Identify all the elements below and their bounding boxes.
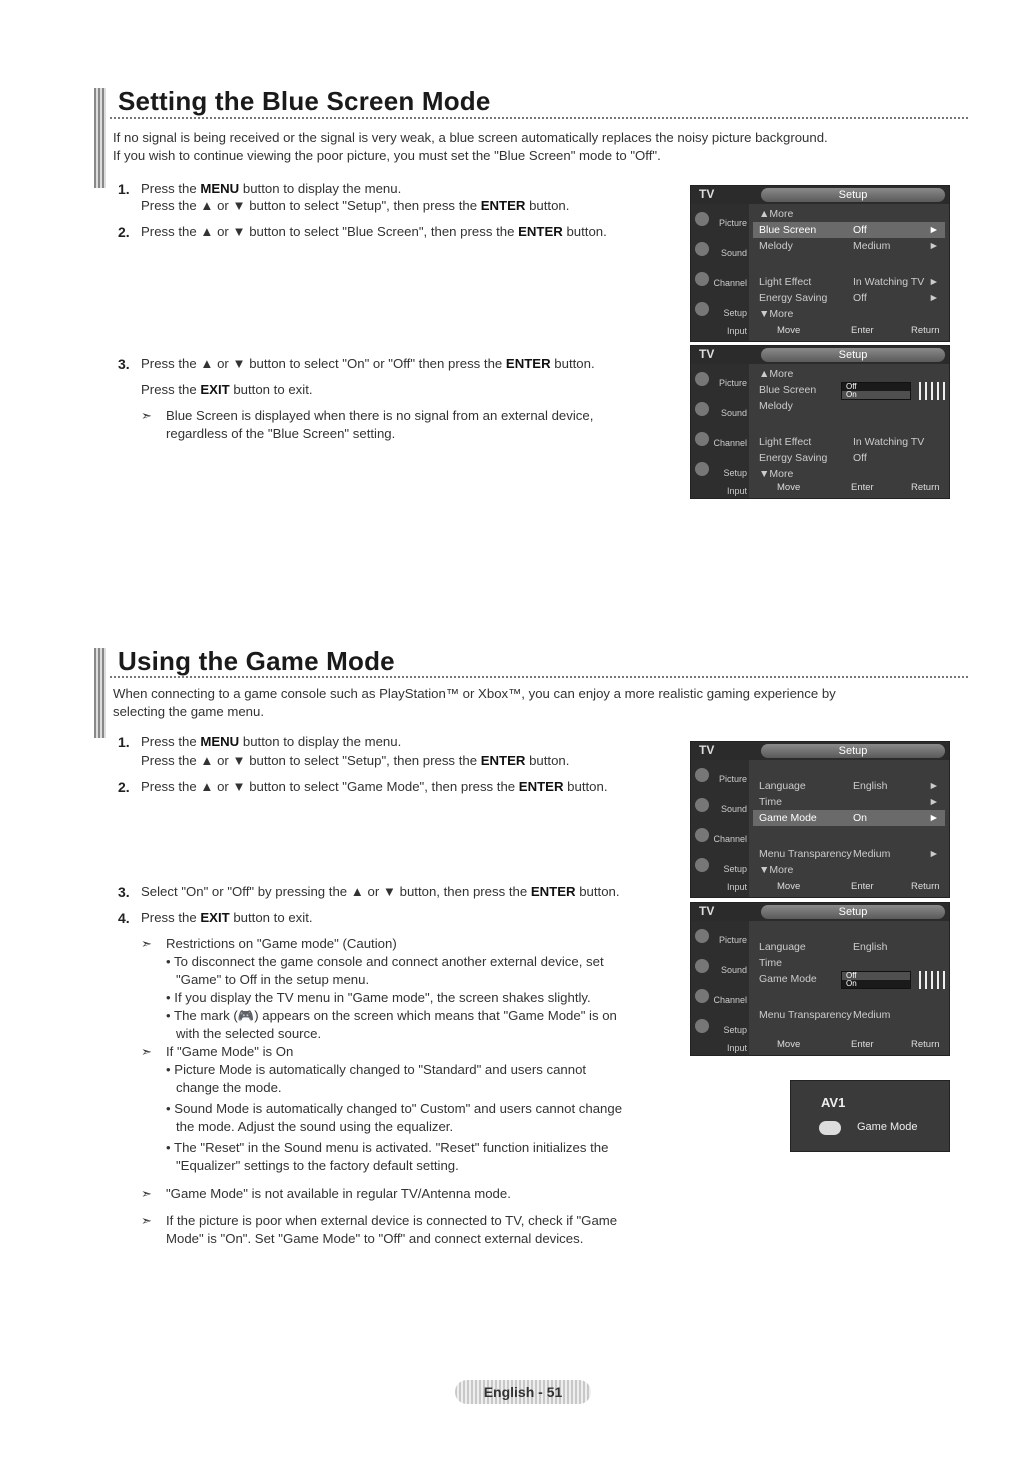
- note-arrow-icon: ➣: [141, 936, 153, 951]
- note-bullet: • The mark (🎮) appears on the screen which means that "Game Mode" is on: [166, 1008, 617, 1023]
- title-rule: [110, 676, 968, 678]
- section-marker: [94, 648, 106, 738]
- stripes: [919, 382, 949, 400]
- section-title-game-mode: Using the Game Mode: [118, 646, 395, 676]
- note-bullet-cont: the mode. Adjust the sound using the equalizer.: [176, 1119, 454, 1134]
- note-bullet: • Sound Mode is automatically changed to" Custom" and users cannot change: [166, 1101, 623, 1116]
- note-arrow-icon: ➣: [141, 1213, 153, 1228]
- note-arrow-icon: ➣: [141, 1186, 153, 1201]
- title-rule: [110, 117, 968, 119]
- osd-setup-game-mode-popup: TV Setup Picture Sound Channel Setup Input Language English Time Game Mode Menu Transparency Medium Off On Move Enter Return: [690, 902, 950, 1056]
- osd-setup-game-mode: TV Setup Picture Sound Channel Setup Input Language English ► Time ► Game Mode On ► Menu Transparency Medium ► ▼More Move Enter Return: [690, 741, 950, 898]
- note-bullet: • The "Reset" in the Sound menu is activated. "Reset" function initializes the: [166, 1140, 609, 1155]
- note-arrow-icon: ➣: [141, 408, 153, 423]
- osd-setup-blue-screen: TV Setup Picture Sound Channel Setup Input ▲More Blue Screen Off ► Melody Medium ► Light Effect In Watching TV ► Energy Saving Off ► ▼More Move Enter Return: [690, 185, 950, 342]
- gamepad-icon: [819, 1121, 841, 1135]
- av1-game-mode-indicator: AV1 Game Mode: [790, 1080, 950, 1152]
- stripes: [919, 971, 949, 989]
- osd-setup-blue-screen-popup: TV Setup Picture Sound Channel Setup Input ▲More Blue Screen Melody Light Effect In Watching TV Energy Saving Off ▼More Off On Move Enter Return: [690, 345, 950, 499]
- note-bullet: • To disconnect the game console and connect another external device, set: [166, 954, 604, 969]
- note-bullet: • If you display the TV menu in "Game mode", the screen shakes slightly.: [166, 990, 591, 1005]
- note-bullet-cont: change the mode.: [176, 1080, 282, 1095]
- option-popup: Off On: [841, 971, 911, 989]
- note-arrow-icon: ➣: [141, 1044, 153, 1059]
- note-bullet-cont: "Equalizer" settings to the factory default setting.: [176, 1158, 459, 1173]
- note-bullet-cont: "Game" to Off in the setup menu.: [176, 972, 370, 987]
- note-bullet: • Picture Mode is automatically changed to "Standard" and users cannot: [166, 1062, 587, 1077]
- section-marker: [94, 88, 106, 188]
- intro-text: If no signal is being received or the signal is very weak, a blue screen automatically replaces the noisy picture background. If you wish to continue viewing the poor picture, you must set the "Blue Screen" mode to "Off".: [113, 130, 828, 163]
- page-number: English - 51: [455, 1380, 591, 1404]
- section-title-blue-screen: Setting the Blue Screen Mode: [118, 86, 491, 116]
- note-bullet-cont: with the selected source.: [176, 1026, 322, 1041]
- intro-text: When connecting to a game console such as PlayStation™ or Xbox™, you can enjoy a more realistic gaming experience by selecting the game menu.: [113, 686, 836, 719]
- option-popup: Off On: [841, 382, 911, 400]
